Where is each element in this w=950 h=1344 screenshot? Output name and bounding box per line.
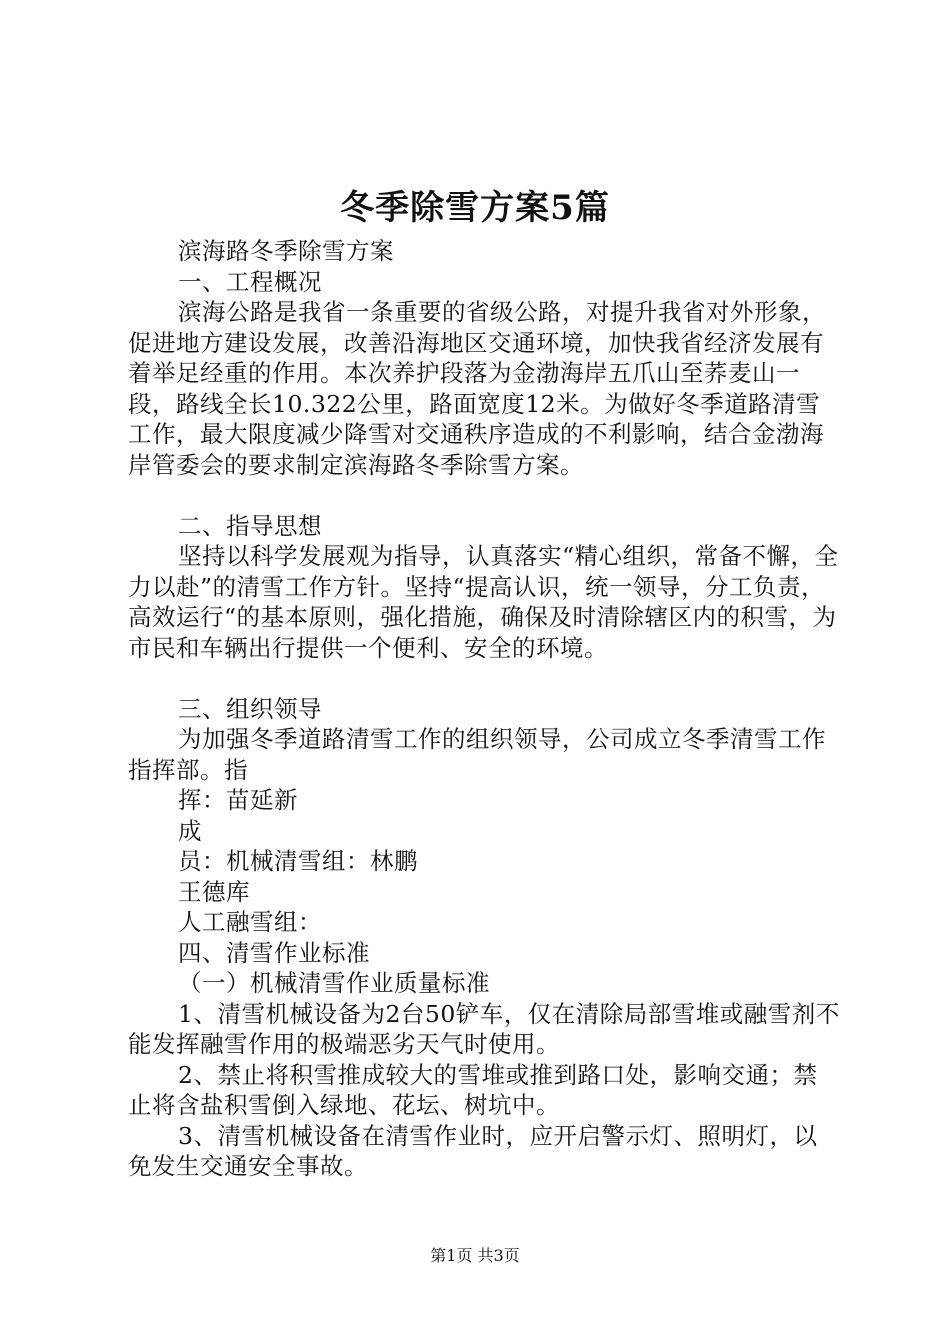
paragraph-guiding: 坚持以科学发展观为指导，认真落实“精心组织，常备不懈，全力以赴”的清雪工作方针。坚持“提高认识，统一领导，分工负责，高效运行“的基本原则，强化措施，确保及时清除辖区内的积雪，为市民和车辆出行提供一个便利、安全的环境。 [128, 542, 839, 662]
member-name-line: 王德库 [178, 877, 250, 906]
subsection-heading: （一）机械清雪作业质量标准 [178, 969, 490, 997]
member-label-line: 成 [178, 816, 202, 845]
commander-line: 挥：苗延新 [178, 786, 298, 814]
paragraph-overview: 滨海公路是我省一条重要的省级公路，对提升我省对外形象，促进地方建设发展，改善沿海地区交通环境，加快我省经济发展有着举足经重的作用。本次养护段落为金渤海岸五爪山至荞麦山一段，路线全长10.322公里，路面宽度12米。为做好冬季道路清雪工作，最大限度减少降雪对交通秩序造成的不利影响，结合金渤海岸管委会的要求制定滨海路冬季除雪方案。 [128, 298, 826, 479]
subtitle: 滨海路冬季除雪方案 [178, 237, 394, 265]
section-heading-4: 四、清雪作业标准 [178, 938, 370, 967]
paragraph-organization: 为加强冬季道路清雪工作的组织领导，公司成立冬季清雪工作指挥部。指 [128, 725, 826, 784]
standard-item-2: 2、禁止将积雪推成较大的雪堆或推到路口处，影响交通；禁止将含盐积雪倒入绿地、花坛、树坑中。 [128, 1060, 818, 1119]
section-heading-2: 二、指导思想 [178, 511, 322, 540]
document-title: 冬季除雪方案5篇 [340, 188, 610, 228]
standard-item-3: 3、清雪机械设备在清雪作业时，应开启警示灯、照明灯，以免发生交通安全事故。 [128, 1121, 818, 1180]
section-heading-3: 三、组织领导 [178, 694, 322, 723]
standard-item-1: 1、清雪机械设备为2台50铲车，仅在清除局部雪堆或融雪剂不能发挥融雪作用的极端恶劣天气时使用。 [128, 999, 840, 1058]
paragraph-gap [128, 663, 840, 694]
manual-group-line: 人工融雪组： [178, 908, 322, 936]
section-heading-1: 一、工程概况 [178, 267, 322, 296]
document-body [128, 236, 840, 1182]
paragraph-gap [128, 480, 840, 511]
member-machine-line: 员：机械清雪组：林鹏 [178, 847, 418, 875]
page-footer: 第1页 共3页 [430, 1246, 520, 1265]
